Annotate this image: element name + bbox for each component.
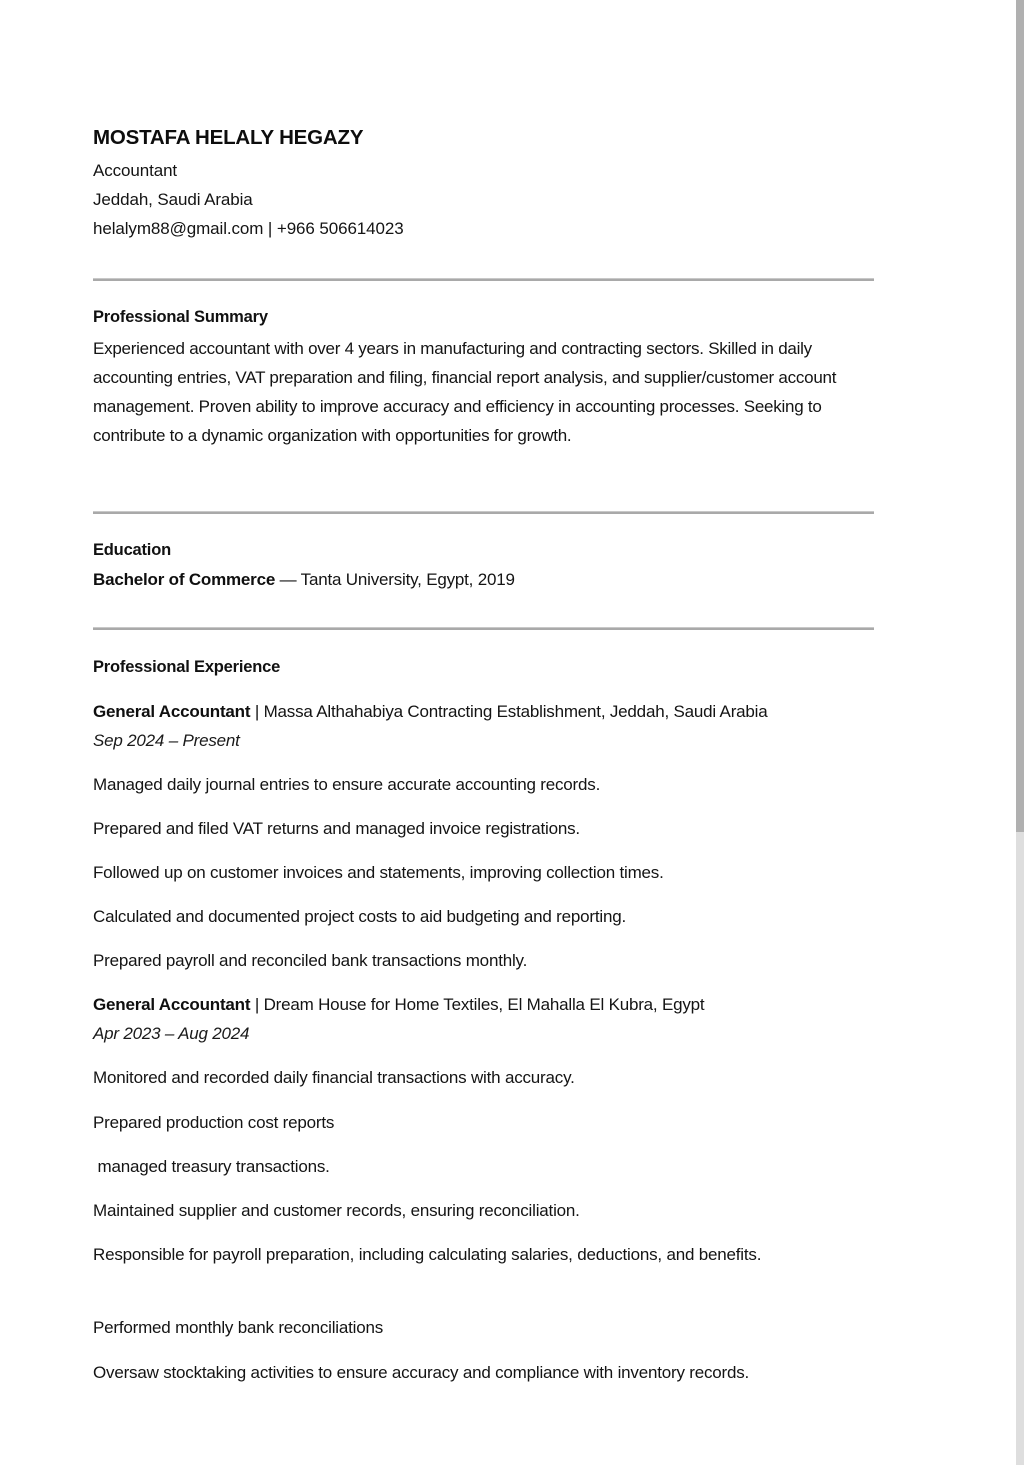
job-separator: | [250,702,264,721]
contact-info: helalym88@gmail.com | +966 506614023 [93,219,404,238]
job-dates: Apr 2023 – Aug 2024 [93,1024,250,1043]
job-duty: Prepared production cost reports [93,1113,335,1132]
job-header [93,995,704,1015]
job-duty: Prepared and filed VAT returns and managed invoice registrations. [93,819,580,838]
job-role: General Accountant [93,995,251,1014]
section-divider [93,511,874,514]
job-role: General Accountant [93,702,251,721]
job-duty: managed treasury transactions. [93,1157,330,1176]
job-duty: Calculated and documented project costs to aid budgeting and reporting. [93,907,626,926]
education-details: Tanta University, Egypt, 2019 [300,570,515,589]
job-duty: Prepared payroll and reconciled bank transactions monthly. [93,951,528,970]
education-separator: — [275,570,301,589]
job-duty: Responsible for payroll preparation, including calculating salaries, deductions, and benefits. [93,1245,762,1264]
section-divider [93,278,874,281]
candidate-name: MOSTAFA HELALY HEGAZY [93,126,364,149]
education-entry [93,570,515,590]
summary-text: Experienced accountant with over 4 years in manufacturing and contracting sectors. Skilled in daily accounting entries, VAT preparation and filing, financial report analysis, and supplier/customer account management. Proven ability to improve accuracy and efficiency in accounting processes. Seeking to contribute to a dynamic organization with opportunities for growth. [93,339,837,445]
degree: Bachelor of Commerce [93,570,276,589]
location: Jeddah, Saudi Arabia [93,190,253,209]
job-dates: Sep 2024 – Present [93,731,240,750]
job-duty: Monitored and recorded daily financial transactions with accuracy. [93,1068,575,1087]
education-heading: Education [93,541,171,559]
section-divider [93,627,874,630]
job-duty: Maintained supplier and customer records, ensuring reconciliation. [93,1201,580,1220]
job-company: Massa Althahabiya Contracting Establishment, Jeddah, Saudi Arabia [263,702,768,721]
job-duty: Followed up on customer invoices and statements, improving collection times. [93,863,664,882]
job-title: Accountant [93,161,178,180]
job-separator: | [250,995,264,1014]
job-duty: Performed monthly bank reconciliations [93,1318,384,1337]
job-header [93,702,768,722]
experience-heading: Professional Experience [93,658,281,676]
vertical-scrollbar-thumb[interactable] [1016,0,1024,832]
job-duty: Oversaw stocktaking activities to ensure accuracy and compliance with inventory records. [93,1363,750,1382]
job-company: Dream House for Home Textiles, El Mahalla El Kubra, Egypt [263,995,705,1014]
summary-heading: Professional Summary [93,308,268,326]
job-duty: Managed daily journal entries to ensure accurate accounting records. [93,775,601,794]
